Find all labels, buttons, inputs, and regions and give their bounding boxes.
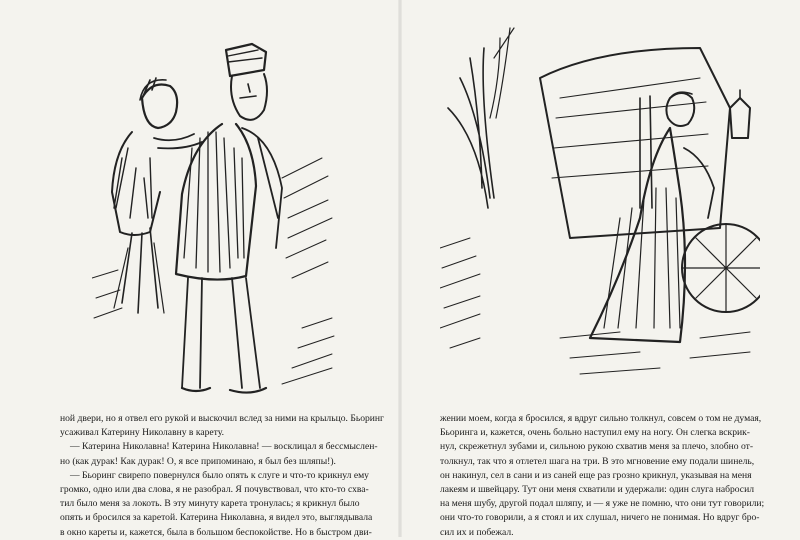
text-line: сил их и побежал. bbox=[440, 526, 514, 538]
text-line: они что-то говорили, а я стоял и их слушал, ничего не понимая. Но вдруг бро- bbox=[440, 512, 760, 524]
text-line: Бьоринга и, кажется, очень больно наступил ему на ногу. Он слегка вскрик- bbox=[440, 427, 750, 439]
text-line: усаживал Катерину Николавну в карету. bbox=[60, 427, 224, 439]
page-gutter bbox=[398, 0, 402, 537]
illustration-woman-at-carriage bbox=[440, 18, 760, 383]
text-line: лакеям и швейцару. Тут они меня схватили и удержали: один слуга набросил bbox=[440, 484, 754, 496]
text-line: но (как дурак! Как дурак! О, я все припоминаю, я был без шляпы!). bbox=[60, 455, 336, 467]
text-line: в окно кареты и, кажется, была в большом беспокойстве. Но в быстром дви- bbox=[60, 526, 372, 538]
text-line: тил было меня за локоть. В эту минуту карета тронулась; я крикнул было bbox=[60, 498, 360, 510]
right-page-text bbox=[440, 412, 765, 540]
text-line: на меня шубу, другой подал шляпу, и — я уже не помню, что они тут говорили; bbox=[440, 498, 765, 510]
text-line: — Бьоринг свирепо повернулся было опять к слуге и что-то крикнул ему bbox=[70, 469, 369, 481]
text-line: опять и бросился за каретой. Катерина Николавна, я видел это, выглядывала bbox=[60, 512, 373, 524]
text-line: громко, одно или два слова, я не разобрал. Я почувствовал, что кто-то схва- bbox=[60, 484, 369, 496]
text-line: он накинул, сел в сани и из саней еще раз грозно крикнул, указывая на меня bbox=[440, 469, 752, 481]
text-line: ной двери, но я отвел его рукой и выскочил вслед за ними на крыльцо. Бьоринг bbox=[60, 413, 384, 424]
left-page-text bbox=[60, 412, 384, 540]
text-line: нул, скрежетнул зубами и, сильною рукою схватив меня за плечо, злобно от- bbox=[440, 441, 754, 453]
text-line: — Катерина Николавна! Катерина Николавна! — восклицал я бессмыслен- bbox=[70, 441, 378, 453]
text-line: жении моем, когда я бросился, я вдруг сильно толкнул, совсем о том не думая, bbox=[440, 413, 762, 424]
illustration-men-struggling bbox=[92, 28, 362, 408]
text-line: толкнул, так что я отлетел шага на три. В это мгновение ему подали шинель, bbox=[440, 455, 755, 467]
